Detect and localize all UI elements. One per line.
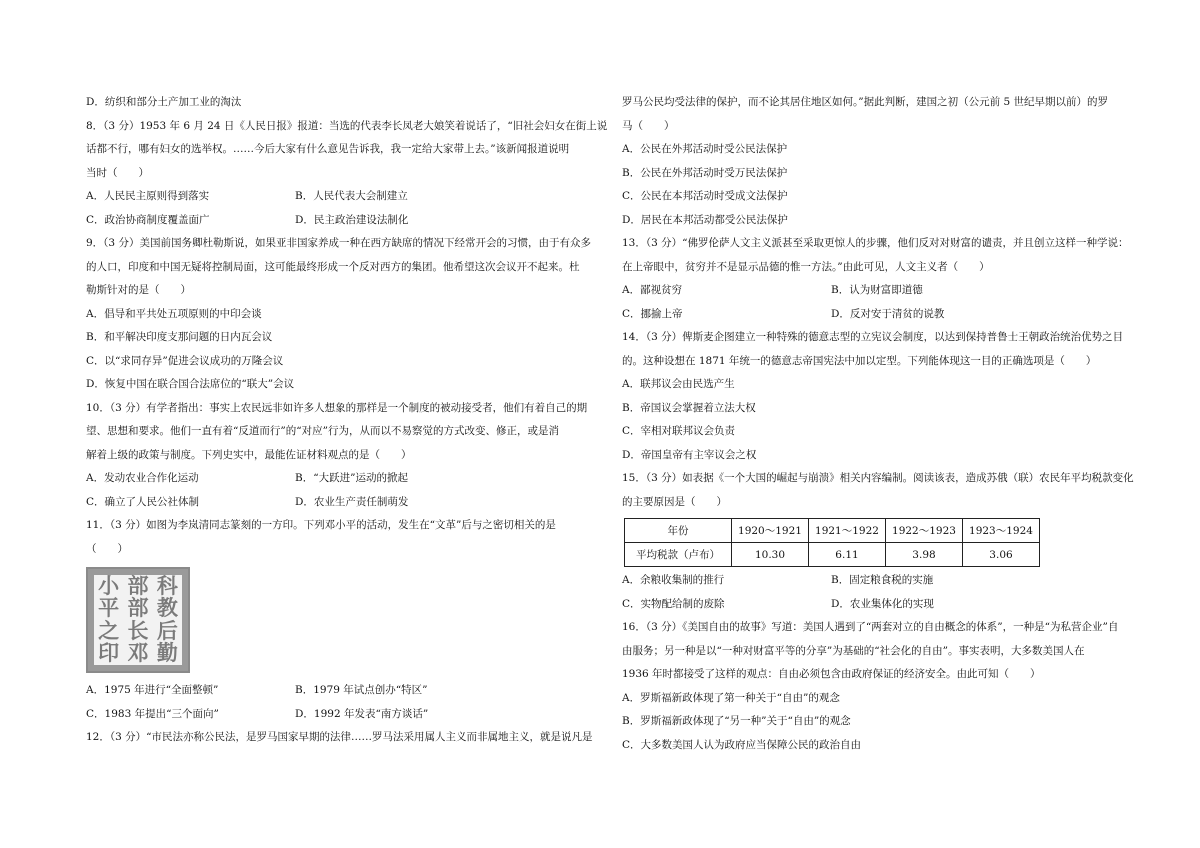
question-10 xyxy=(86,397,598,515)
q8-stem-line-1: 8．（3 分）1953 年 6 月 24 日《人民日报》报道：当选的代表李长凤老大娘笑着说话了，“旧社会妇女在街上说 xyxy=(86,119,608,132)
q16-option-a[interactable]: A．罗斯福新政体现了第一种关于“自由”的观念 xyxy=(622,691,840,704)
table-header-label: 年份 xyxy=(625,519,732,543)
question-14 xyxy=(622,326,1127,467)
question-12 xyxy=(622,91,1127,232)
table-value-cell: 3.06 xyxy=(963,543,1040,567)
question-13 xyxy=(622,232,1127,326)
seal-char: 部 xyxy=(127,596,149,621)
q16-stem-line-3: 1936 年时都接受了这样的观点：自由必须包含由政府保证的经济安全。由此可知（ ） xyxy=(622,668,1041,680)
seal-char: 之 xyxy=(98,618,120,643)
q14-option-c[interactable]: C．宰相对联邦议会负责 xyxy=(622,425,736,437)
question-16 xyxy=(622,616,1127,757)
question-11 xyxy=(86,514,598,726)
q12-stem-line-1: 12．（3 分）“市民法亦称公民法，是罗马国家早期的法律……罗马法采用属人主义而非属地主义，就是说凡是 xyxy=(86,731,593,743)
q11-option-d[interactable]: D．1992 年发表“南方谈话” xyxy=(295,707,429,720)
left-column xyxy=(86,91,608,750)
q13-option-a[interactable]: A．鄙视贫穷 xyxy=(622,284,683,296)
q8-stem-line-3: 当时（ ） xyxy=(86,166,149,179)
right-column xyxy=(622,91,1134,757)
q15-option-b[interactable]: B．固定粮食税的实施 xyxy=(831,574,934,586)
q15-options-ab xyxy=(622,569,1127,593)
q14-option-d[interactable]: D．帝国皇帝有主宰议会之权 xyxy=(622,448,757,461)
q8-option-b[interactable]: B．人民代表大会制建立 xyxy=(295,190,408,202)
q9-option-c[interactable]: C．以“求同存异”促进会议成功的万隆会议 xyxy=(86,354,284,367)
q9-stem-line-3: 勒斯针对的是（ ） xyxy=(86,284,191,296)
q8-option-a[interactable]: A．人民民主原则得到落实 xyxy=(86,190,210,202)
q10-stem-line-3: 解着上级的政策与制度。下列史实中，最能佐证材料观点的是（ ） xyxy=(86,448,412,461)
q12-option-b[interactable]: B．公民在外邦活动时受万民法保护 xyxy=(622,166,788,179)
seal-char: 小 xyxy=(98,573,120,598)
q13-stem-line-1: 13．（3 分）“佛罗伦萨人文主义派甚至采取更惊人的步骤，他们反对对财富的谴责，并且创立这样一种学说： xyxy=(622,237,1129,249)
q15-option-d[interactable]: D．农业集体化的实现 xyxy=(831,597,934,610)
table-year-cell: 1920～1921 xyxy=(732,519,809,543)
q14-option-b[interactable]: B．帝国议会掌握着立法大权 xyxy=(622,401,756,414)
q14-stem-line-2: 的。这种设想在 1871 年统一的德意志帝国宪法中加以定型。下列能体现这一目的正确选项是（ ） xyxy=(622,354,1097,367)
q10-stem-line-1: 10．（3 分）有学者指出：事实上农民远非如许多人想象的那样是一个制度的被动接受者，他们有着自己的期 xyxy=(86,401,588,414)
q14-option-a[interactable]: A．联邦议会由民选产生 xyxy=(622,378,735,390)
tax-table xyxy=(624,518,1040,567)
q15-options-cd xyxy=(622,593,1127,617)
table-row xyxy=(625,543,1040,567)
table-value-cell: 6.11 xyxy=(809,543,886,567)
q13-stem-line-2: 在上帝眼中，贫穷并不是显示品德的惟一方法。”由此可见，人文主义者（ ） xyxy=(622,260,990,273)
q10-option-b[interactable]: B．“大跃进”运动的掀起 xyxy=(295,472,408,484)
q9-option-a[interactable]: A．倡导和平共处五项原则的中印会谈 xyxy=(86,307,262,320)
q12-stem-line-3: 马（ ） xyxy=(622,119,675,132)
q7-option-d: D．纺织和部分土产加工业的淘汰 xyxy=(86,96,242,108)
q13-options-cd xyxy=(622,303,1127,327)
seal-char: 邓 xyxy=(127,641,149,666)
q9-stem-line-2: 的人口，印度和中国无疑将控制局面，这可能最终形成一个反对西方的集团。他希望这次会议开不起来。杜 xyxy=(86,260,580,273)
q10-stem-line-2: 望、思想和要求。他们一直有着“反道而行”的“对应”行为，从而以不易察觉的方式改变、修正，或是消 xyxy=(86,425,559,437)
q14-stem-line-1: 14．（3 分）俾斯麦企图建立一种特殊的德意志型的立宪议会制度，以达到保持普鲁士王朝政治统治优势之目 xyxy=(622,331,1124,343)
q9-option-d[interactable]: D．恢复中国在联合国合法席位的“联大”会议 xyxy=(86,378,295,390)
question-15 xyxy=(622,467,1134,616)
q15-option-a[interactable]: A．余粮收集制的推行 xyxy=(622,574,725,586)
seal-char: 平 xyxy=(98,596,120,621)
q15-stem-line-1: 15．（3 分）如表据《一个大国的崛起与崩溃》相关内容编制。阅读该表，造成苏俄（联）农民年平均税款变化 xyxy=(622,472,1134,484)
seal-char: 勤 xyxy=(156,641,178,666)
q15-option-c[interactable]: C．实物配给制的废除 xyxy=(622,597,725,610)
q8-options-cd xyxy=(86,209,598,233)
q8-stem-line-2: 话都不行，哪有妇女的选举权。……今后大家有什么意见告诉我，我一定给大家带上去。”该新闻报道说明 xyxy=(86,143,570,155)
q13-options-ab xyxy=(622,279,1127,303)
q10-option-a[interactable]: A．发动农业合作化运动 xyxy=(86,472,199,484)
q10-option-c[interactable]: C．确立了人民公社体制 xyxy=(86,495,200,508)
q8-option-d[interactable]: D．民主政治建设法制化 xyxy=(295,213,409,226)
q11-stem-line-2: （ ） xyxy=(86,542,128,555)
seal-char: 后 xyxy=(156,618,178,643)
q15-stem-line-2: 的主要原因是（ ） xyxy=(622,495,727,508)
q11-option-b[interactable]: B．1979 年试点创办“特区” xyxy=(295,684,428,696)
q9-option-b[interactable]: B．和平解决印度支那问题的日内瓦会议 xyxy=(86,331,273,343)
q8-option-c[interactable]: C．政治协商制度覆盖面广 xyxy=(86,213,210,226)
q9-stem-line-1: 9．（3 分）美国前国务卿杜勒斯说，如果亚非国家养成一种在西方缺席的情况下经常开会的习惯，由于有众多 xyxy=(86,237,591,249)
q12-option-c[interactable]: C．公民在本邦活动时受成文法保护 xyxy=(622,190,788,202)
table-row xyxy=(625,519,1040,543)
q11-options-cd xyxy=(86,703,598,727)
table-row-label: 平均税款（卢布） xyxy=(625,543,732,567)
q13-option-b[interactable]: B．认为财富即道德 xyxy=(831,284,923,296)
seal-image xyxy=(86,567,190,673)
seal-char: 部 xyxy=(127,573,149,598)
q16-option-c[interactable]: C．大多数美国人认为政府应当保障公民的政治自由 xyxy=(622,738,862,751)
table-year-cell: 1923～1924 xyxy=(963,519,1040,543)
q11-option-c[interactable]: C．1983 年提出“三个面向” xyxy=(86,707,219,720)
q13-option-d[interactable]: D．反对安于清贫的说教 xyxy=(831,307,945,320)
q16-stem-line-2: 由服务；另一种是以“一种对财富平等的分享”为基础的“社会化的自由”。事实表明，大多数美国人在 xyxy=(622,644,1085,657)
q10-option-d[interactable]: D．农业生产责任制萌发 xyxy=(295,495,409,508)
table-year-cell: 1922～1923 xyxy=(886,519,963,543)
seal-char: 长 xyxy=(127,618,149,643)
table-value-cell: 10.30 xyxy=(732,543,809,567)
q16-option-b[interactable]: B．罗斯福新政体现了“另一种”关于“自由”的观念 xyxy=(622,715,851,727)
seal-char: 教 xyxy=(156,596,178,621)
q12-option-d[interactable]: D．居民在本邦活动都受公民法保护 xyxy=(622,213,788,226)
q16-stem-line-1: 16．（3 分）《美国自由的故事》写道：美国人遇到了“两套对立的自由概念的体系”，一种是“为私营企业”自 xyxy=(622,621,1119,633)
q11-option-a[interactable]: A．1975 年进行“全面整顿” xyxy=(86,684,219,696)
q13-option-c[interactable]: C．挪揄上帝 xyxy=(622,307,683,320)
table-value-cell: 3.98 xyxy=(886,543,963,567)
question-9 xyxy=(86,232,598,397)
q12-option-a[interactable]: A．公民在外邦活动时受公民法保护 xyxy=(622,143,788,155)
seal-face xyxy=(94,575,182,665)
seal-char: 科 xyxy=(156,573,178,598)
q10-options-ab xyxy=(86,467,598,491)
question-8 xyxy=(86,115,608,233)
seal-char: 印 xyxy=(98,641,120,666)
q11-stem-line-1: 11．（3 分）如图为李岚清同志篆刻的一方印。下列邓小平的活动，发生在“文革”后与之密切相关的是 xyxy=(86,519,556,531)
table-year-cell: 1921～1922 xyxy=(809,519,886,543)
q12-stem-line-2: 罗马公民均受法律的保护，而不论其居住地区如何。”据此判断，建国之初（公元前 5 世纪早期以前）的罗 xyxy=(622,96,1108,108)
q11-options-ab xyxy=(86,679,598,703)
q8-options-ab xyxy=(86,185,598,209)
q10-options-cd xyxy=(86,491,598,515)
